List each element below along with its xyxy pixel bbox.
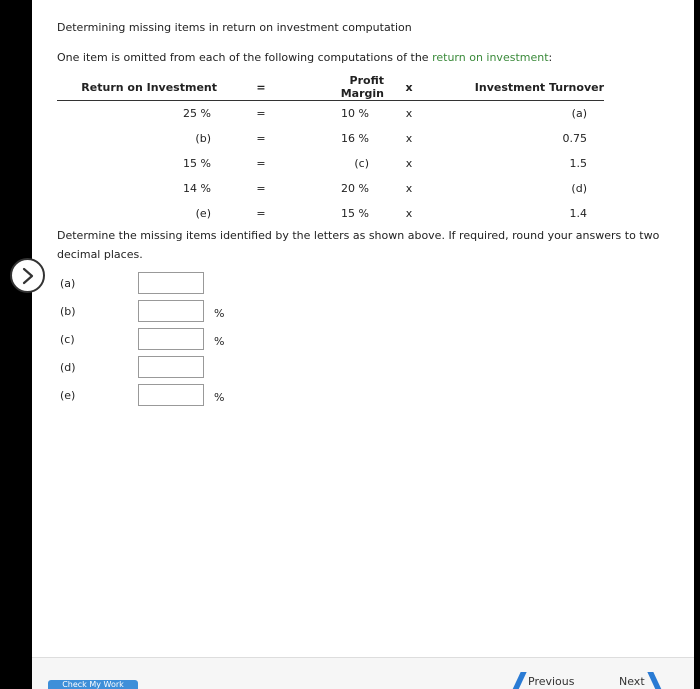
next-button[interactable]: Next bbox=[619, 675, 645, 688]
cell-turnover: 1.5 bbox=[569, 156, 587, 170]
answer-label: (c) bbox=[60, 333, 75, 346]
header-investment-turnover: Investment Turnover bbox=[429, 74, 604, 101]
answer-unit: % bbox=[214, 335, 225, 348]
answer-row-e bbox=[57, 384, 257, 408]
roi-table bbox=[57, 74, 604, 226]
footer-bar bbox=[32, 657, 694, 689]
answer-c-input[interactable] bbox=[138, 328, 204, 350]
answer-label: (b) bbox=[60, 305, 76, 318]
header-profit-margin: Profit Margin bbox=[305, 74, 389, 101]
cell-roi: (b) bbox=[195, 131, 211, 145]
answer-label: (e) bbox=[60, 389, 76, 402]
answer-unit: % bbox=[214, 307, 225, 320]
next-arrow-icon[interactable] bbox=[647, 672, 662, 689]
answer-d-input[interactable] bbox=[138, 356, 204, 378]
cell-turnover: (d) bbox=[571, 181, 587, 195]
intro-end: : bbox=[548, 51, 553, 64]
expand-toggle-button[interactable] bbox=[10, 258, 45, 293]
answer-unit: % bbox=[214, 391, 225, 404]
cell-roi: 14 % bbox=[183, 181, 211, 195]
check-my-work-button[interactable]: Check My Work bbox=[48, 680, 138, 689]
intro-lead: One item is omitted from each of the following computations of the bbox=[57, 51, 433, 64]
cell-profit-margin: 10 % bbox=[341, 106, 369, 120]
cell-times: x bbox=[405, 106, 413, 120]
table-row bbox=[57, 126, 604, 151]
answer-a-input[interactable] bbox=[138, 272, 204, 294]
answer-b-input[interactable] bbox=[138, 300, 204, 322]
chevron-right-icon bbox=[20, 267, 36, 285]
question-page bbox=[32, 0, 694, 689]
answer-row-a bbox=[57, 272, 257, 296]
cell-profit-margin: 16 % bbox=[341, 131, 369, 145]
table-row bbox=[57, 176, 604, 201]
answer-label: (a) bbox=[60, 277, 76, 290]
cell-turnover: (a) bbox=[571, 106, 587, 120]
cell-roi: (e) bbox=[195, 206, 211, 220]
cell-equals: = bbox=[256, 206, 266, 220]
header-times: x bbox=[389, 74, 429, 101]
cell-times: x bbox=[405, 131, 413, 145]
cell-times: x bbox=[405, 181, 413, 195]
cell-profit-margin: 20 % bbox=[341, 181, 369, 195]
table-row bbox=[57, 101, 604, 126]
cell-times: x bbox=[405, 156, 413, 170]
instructions: Determine the missing items identified by the letters as shown above. If required, round your answers to two decimal places. bbox=[57, 229, 660, 261]
roi-link[interactable]: return on investment bbox=[432, 51, 549, 64]
answer-row-c bbox=[57, 328, 257, 352]
cell-equals: = bbox=[256, 181, 266, 195]
cell-roi: 25 % bbox=[183, 106, 211, 120]
header-roi: Return on Investment bbox=[57, 74, 217, 101]
cell-equals: = bbox=[256, 156, 266, 170]
cell-equals: = bbox=[256, 131, 266, 145]
table-row bbox=[57, 201, 604, 226]
cell-roi: 15 % bbox=[183, 156, 211, 170]
cell-profit-margin: (c) bbox=[354, 156, 369, 170]
cell-profit-margin: 15 % bbox=[341, 206, 369, 220]
cell-times: x bbox=[405, 206, 413, 220]
intro-text bbox=[57, 51, 552, 64]
question-title: Determining missing items in return on investment computation bbox=[57, 21, 412, 34]
table-header-row bbox=[57, 74, 604, 101]
answer-e-input[interactable] bbox=[138, 384, 204, 406]
answer-row-d bbox=[57, 356, 257, 380]
cell-turnover: 1.4 bbox=[569, 206, 587, 220]
cell-equals: = bbox=[256, 106, 266, 120]
previous-button[interactable]: Previous bbox=[528, 675, 575, 688]
cell-turnover: 0.75 bbox=[562, 131, 587, 145]
table-row bbox=[57, 151, 604, 176]
answer-row-b bbox=[57, 300, 257, 324]
previous-arrow-icon[interactable] bbox=[511, 672, 526, 689]
answer-label: (d) bbox=[60, 361, 76, 374]
header-equals: = bbox=[217, 74, 305, 101]
